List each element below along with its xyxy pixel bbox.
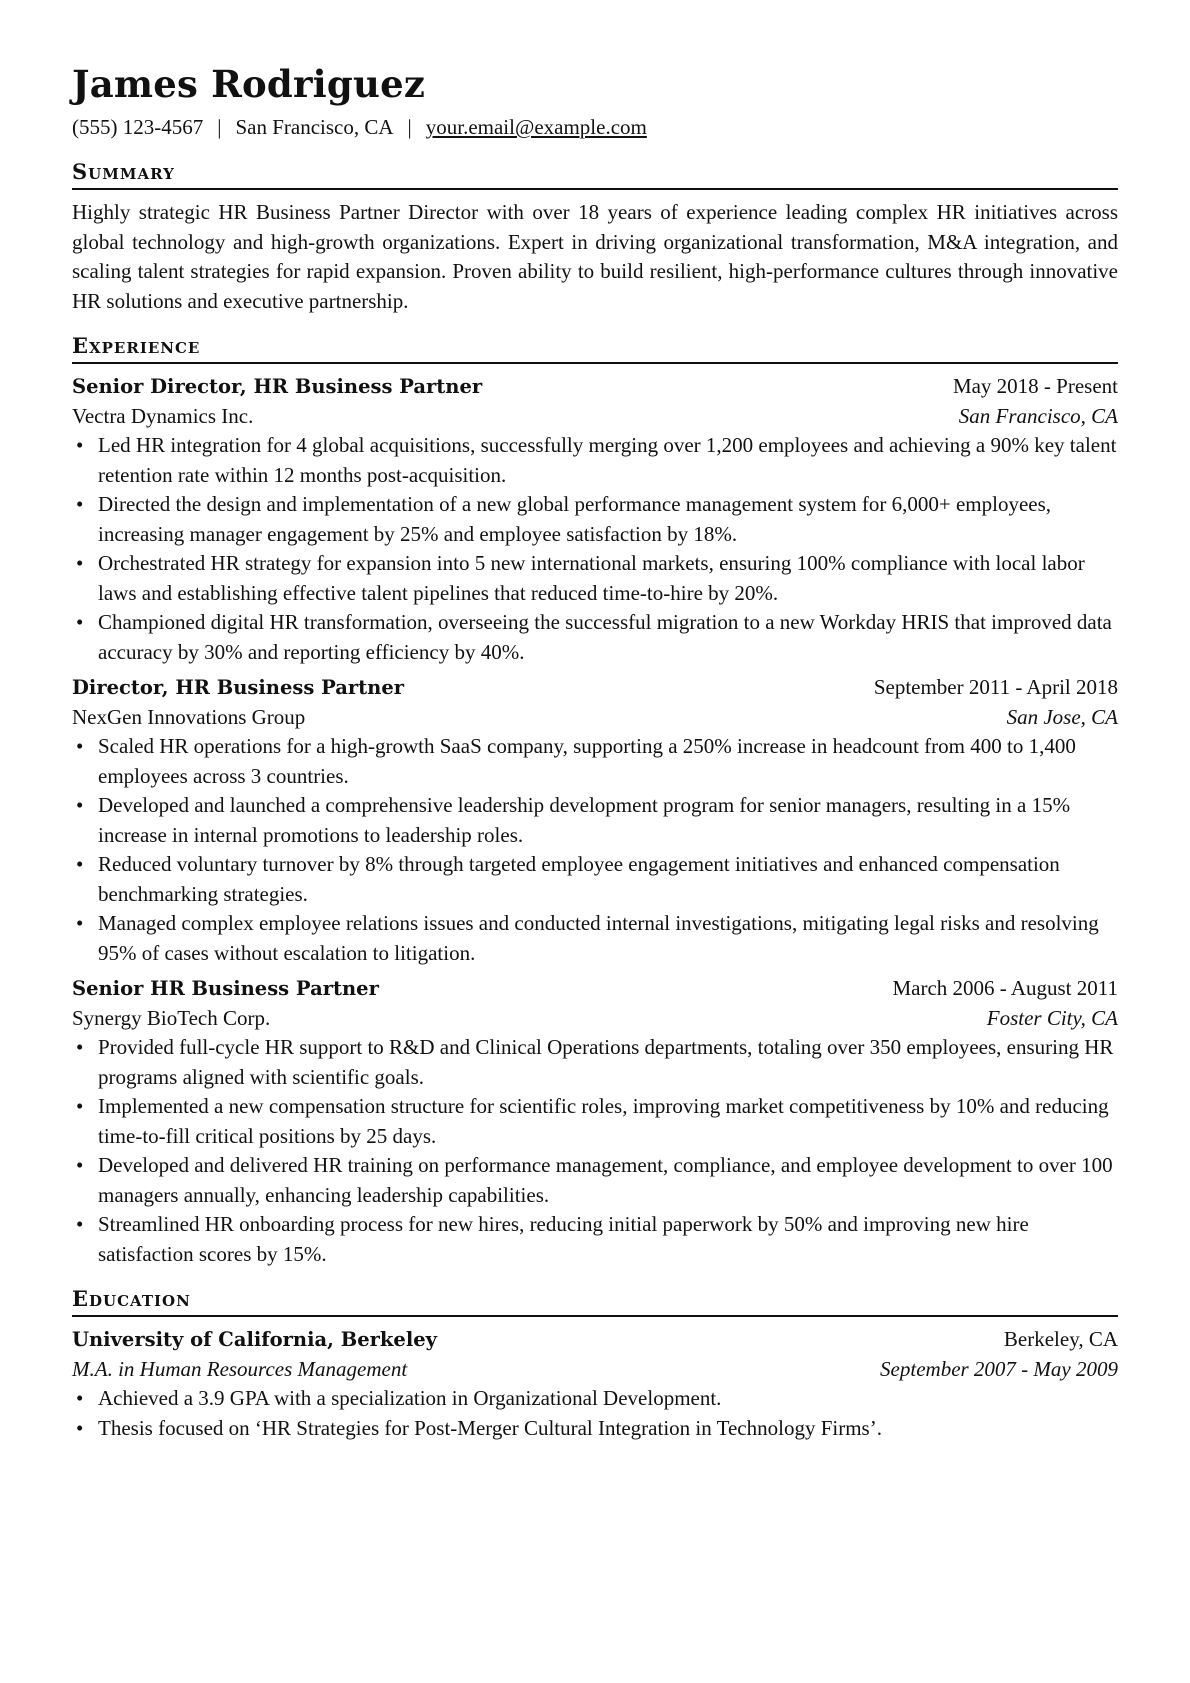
candidate-name: James Rodriguez [72,62,426,106]
school-name: University of California, Berkeley [72,1328,437,1351]
bullet-glyph: • [76,911,84,935]
bullet-glyph: • [76,852,84,876]
contact-location: San Francisco, CA [235,115,394,139]
job-company: NexGen Innovations Group [72,704,306,729]
bullet-item [72,608,1118,667]
summary-heading: Summary [72,158,1118,190]
job-location: Foster City, CA [986,1005,1118,1030]
bullet-text: Orchestrated HR strategy for expansion into 5 new international markets, ensuring 100% compliance with local labor laws and establishing effective talent pipelines that reduced time-to-hire by 20%. [98,551,1085,605]
bullet-glyph: • [76,1386,84,1410]
bullet-text: Managed complex employee relations issues and conducted internal investigations, mitigating legal risks and resolving 95% of cases without escalation to litigation. [98,911,1099,965]
education-entry [72,1325,1118,1443]
bullet-text: Reduced voluntary turnover by 8% through targeted employee engagement initiatives and enhanced compensation benchmarking strategies. [98,852,1060,906]
bullet-glyph: • [76,1212,84,1236]
job-entry [72,974,1118,1269]
job-company: Synergy BioTech Corp. [72,1005,271,1030]
bullet-glyph: • [76,610,84,634]
bullet-text: Thesis focused on ‘HR Strategies for Post-Merger Cultural Integration in Technology Firms’. [98,1415,882,1440]
bullet-glyph: • [76,1415,84,1440]
contact-line [72,112,1118,142]
job-header-row [72,974,1118,1004]
bullet-item [72,1092,1118,1151]
bullet-text: Directed the design and implementation of a new global performance management system for 6,000+ employees, increasing manager engagement by 25% and employee satisfaction by 18%. [98,492,1052,546]
bullet-item [72,490,1118,549]
job-dates: September 2011 - April 2018 [873,675,1118,699]
bullet-item [72,1384,1118,1414]
bullet-glyph: • [76,1035,84,1059]
job-dates: March 2006 - August 2011 [892,976,1118,1000]
bullet-glyph: • [76,492,84,516]
phone-number: (555) 123-4567 [72,115,204,139]
job-title: Senior HR Business Partner [72,977,379,1000]
bullet-text: Achieved a 3.9 GPA with a specialization in Organizational Development. [98,1386,722,1410]
job-header-row [72,673,1118,703]
bullet-text: Led HR integration for 4 global acquisitions, successfully merging over 1,200 employees and achieving a 90% key talent retention rate within 12 months post-acquisition. [98,433,1117,487]
bullet-glyph: • [76,551,84,575]
job-bullets [72,431,1118,667]
bullet-text: Implemented a new compensation structure for scientific roles, improving market competitiveness by 10% and reducing time-to-fill critical positions by 25 days. [98,1094,1109,1148]
contact-separator: | [407,115,412,139]
education-degree-row [72,1355,1118,1385]
bullet-glyph: • [76,433,84,457]
bullet-text: Streamlined HR onboarding process for new hires, reducing initial paperwork by 50% and improving new hire satisfaction scores by 15%. [98,1212,1029,1266]
education-heading: Education [72,1285,1118,1317]
bullet-glyph: • [76,1153,84,1177]
bullet-item [72,791,1118,850]
job-company-row [72,703,1118,733]
job-company-row [72,1004,1118,1034]
summary-text: Highly strategic HR Business Partner Director with over 18 years of experience leading complex HR initiatives across global technology and high-growth organizations. Expert in driving organizational transformation, M&A integration, and scaling talent strategies for rapid expansion. Proven ability to build resilient, high-performance cultures through innovative HR solutions and executive partnership. [72,200,1118,313]
bullet-text: Championed digital HR transformation, overseeing the successful migration to a new Workday HRIS that improved data accuracy by 30% and reporting efficiency by 40%. [98,610,1112,664]
bullet-item [72,909,1118,968]
job-entry [72,673,1118,968]
job-title: Senior Director, HR Business Partner [72,375,483,398]
education-school-row [72,1325,1118,1355]
job-entry [72,372,1118,667]
job-location: San Francisco, CA [958,403,1118,428]
job-company: Vectra Dynamics Inc. [72,403,254,428]
degree-dates: September 2007 - May 2009 [880,1356,1118,1381]
bullet-item [72,1151,1118,1210]
degree-name: M.A. in Human Resources Management [72,1356,408,1381]
bullet-glyph: • [76,793,84,817]
bullet-item [72,1210,1118,1269]
job-title: Director, HR Business Partner [72,676,405,699]
bullet-text: Developed and launched a comprehensive leadership development program for senior managers, resulting in a 15% increase in internal promotions to leadership roles. [98,793,1071,847]
email-link[interactable]: your.email@example.com [425,115,647,139]
job-header-row [72,372,1118,402]
job-bullets [72,1033,1118,1269]
bullet-item [72,1414,1118,1444]
job-dates: May 2018 - Present [952,374,1118,398]
bullet-glyph: • [76,734,84,758]
bullet-item [72,732,1118,791]
experience-list [72,372,1118,1269]
bullet-item [72,850,1118,909]
bullet-text: Developed and delivered HR training on performance management, compliance, and employee development to over 100 managers annually, enhancing leadership capabilities. [98,1153,1113,1207]
bullet-item [72,549,1118,608]
school-location: Berkeley, CA [1003,1327,1118,1351]
bullet-text: Provided full-cycle HR support to R&D and Clinical Operations departments, totaling over 350 employees, ensuring HR programs aligned with scientific goals. [98,1035,1114,1089]
job-bullets [72,732,1118,968]
bullet-item [72,431,1118,490]
job-location: San Jose, CA [1006,704,1118,729]
bullet-glyph: • [76,1094,84,1118]
bullet-item [72,1033,1118,1092]
job-company-row [72,402,1118,432]
education-bullets [72,1384,1118,1443]
bullet-text: Scaled HR operations for a high-growth SaaS company, supporting a 250% increase in headcount from 400 to 1,400 employees across 3 countries. [98,734,1076,788]
contact-separator: | [217,115,222,139]
experience-heading: Experience [72,332,1118,364]
